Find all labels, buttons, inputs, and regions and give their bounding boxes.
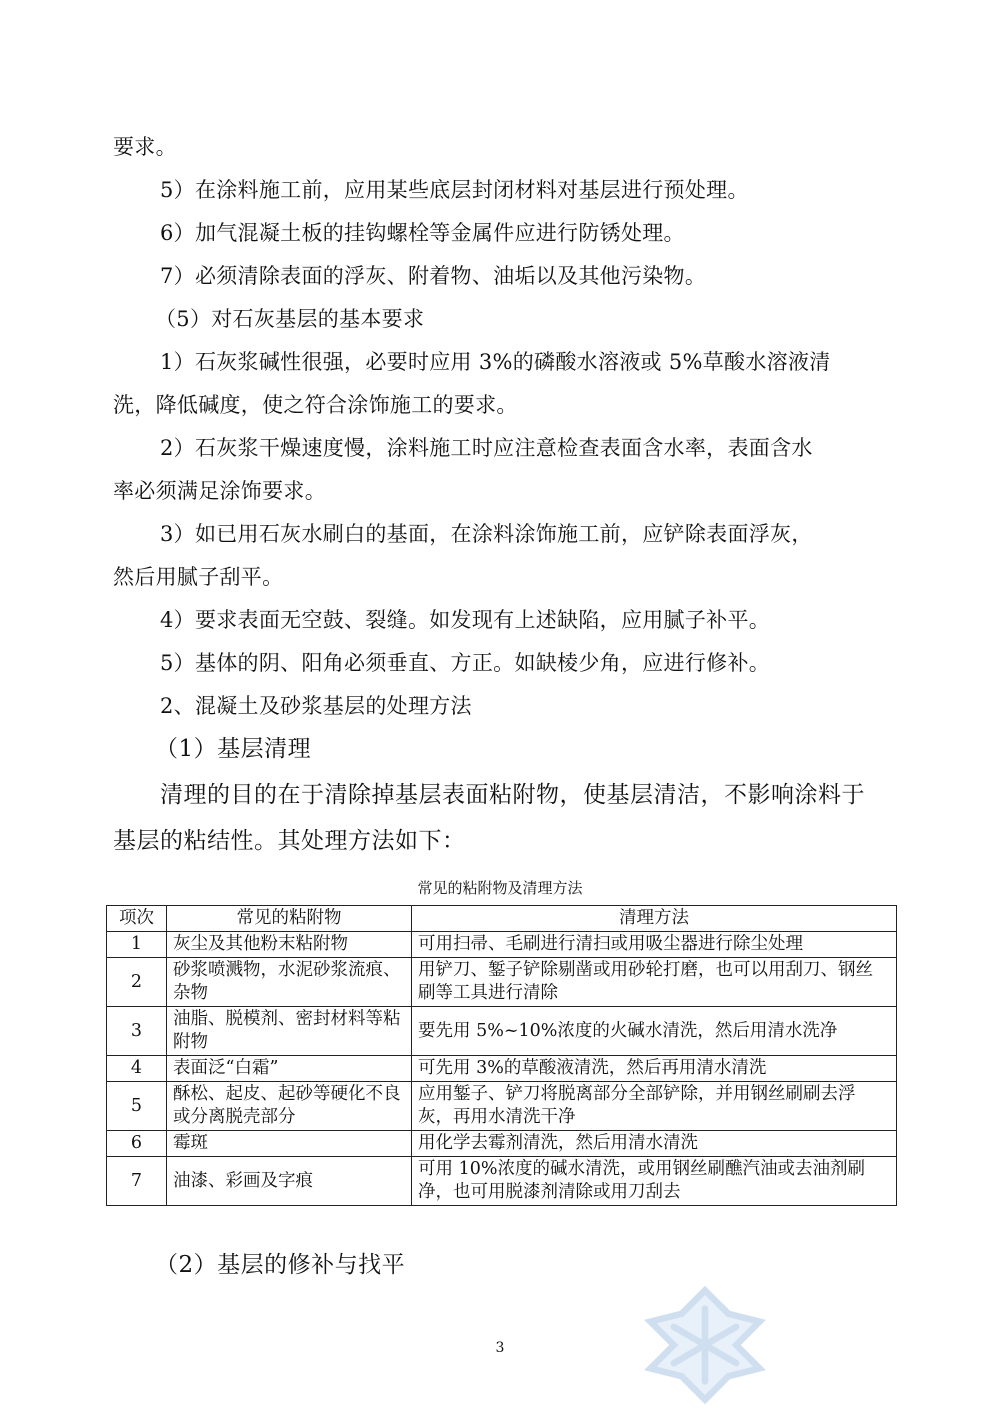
row-number: 2 [107,958,167,1007]
paragraph-line: 5）在涂料施工前，应用某些底层封闭材料对基层进行预处理。 [160,178,749,202]
table-header-row [107,906,897,932]
method-cell: 可用 10%浓度的碱水清洗，或用钢丝刷醮汽油或去油剂刷净，也可用脱漆剂清除或用刀刮去 [412,1157,897,1206]
table-row [107,1082,897,1131]
table-row [107,932,897,958]
row-number: 5 [107,1082,167,1131]
method-cell: 用化学去霉剂清洗，然后用清水清洗 [412,1131,897,1157]
method-cell: 用铲刀、錾子铲除剔凿或用砂轮打磨，也可以用刮刀、钢丝刷等工具进行清除 [412,958,897,1007]
snowflake-logo-icon [640,1280,770,1410]
adhesive-cell: 油漆、彩画及字痕 [167,1157,412,1206]
row-number: 7 [107,1157,167,1206]
table-row [107,1157,897,1206]
paragraph-line: 3）如已用石灰水刷白的基面，在涂料涂饰施工前，应铲除表面浮灰， [160,522,813,546]
paragraph-line: 2）石灰浆干燥速度慢，涂料施工时应注意检查表面含水率，表面含水 [160,436,813,460]
adhesive-cell: 砂浆喷溅物，水泥砂浆流痕、杂物 [167,958,412,1007]
adhesive-cell: 灰尘及其他粉末粘附物 [167,932,412,958]
paragraph-line: 率必须满足涂饰要求。 [113,479,326,503]
row-number: 3 [107,1007,167,1056]
paragraph-line: 4）要求表面无空鼓、裂缝。如发现有上述缺陷，应用腻子补平。 [160,608,771,632]
method-cell: 可用扫帚、毛刷进行清扫或用吸尘器进行除尘处理 [412,932,897,958]
paragraph-line: 6）加气混凝土板的挂钩螺栓等金属件应进行防锈处理。 [160,221,685,245]
paragraph-line: 然后用腻子刮平。 [113,565,284,589]
paragraph-line: 洗，降低碱度，使之符合涂饰施工的要求。 [113,393,518,417]
row-number: 1 [107,932,167,958]
adhesive-cell: 酥松、起皮、起砂等硬化不良或分离脱壳部分 [167,1082,412,1131]
table-caption: 常见的粘附物及清理方法 [417,879,583,897]
header-cell: 项次 [107,906,167,932]
paragraph-line: 5）基体的阴、阳角必须垂直、方正。如缺棱少角，应进行修补。 [160,651,771,675]
section-heading: 2、混凝土及砂浆基层的处理方法 [160,694,472,718]
paragraph-line: 清理的目的在于清除掉基层表面粘附物，使基层清洁，不影响涂料于 [160,782,865,808]
cleaning-methods-table [106,905,897,1206]
header-cell: 清理方法 [412,906,897,932]
section-heading: （1）基层清理 [155,736,312,762]
adhesive-cell: 表面泛“白霜” [167,1056,412,1082]
section-heading: （2）基层的修补与找平 [155,1252,406,1278]
table-row [107,958,897,1007]
adhesive-cell: 霉斑 [167,1131,412,1157]
paragraph-line: 7）必须清除表面的浮灰、附着物、油垢以及其他污染物。 [160,264,707,288]
table-row [107,1007,897,1056]
row-number: 4 [107,1056,167,1082]
method-cell: 可先用 3%的草酸液清洗，然后再用清水清洗 [412,1056,897,1082]
header-cell: 常见的粘附物 [167,906,412,932]
table-row [107,1131,897,1157]
paragraph-line: 基层的粘结性。其处理方法如下： [113,828,466,854]
page-number: 3 [495,1340,505,1356]
paragraph-line: 1）石灰浆碱性很强，必要时应用 3%的磷酸水溶液或 5%草酸水溶液清 [160,350,831,374]
table-row [107,1056,897,1082]
method-cell: 应用錾子、铲刀将脱离部分全部铲除，并用钢丝刷刷去浮灰，再用水清洗干净 [412,1082,897,1131]
section-heading: （5）对石灰基层的基本要求 [155,307,425,331]
row-number: 6 [107,1131,167,1157]
adhesive-cell: 油脂、脱模剂、密封材料等粘附物 [167,1007,412,1056]
method-cell: 要先用 5%~10%浓度的火碱水清洗，然后用清水洗净 [412,1007,897,1056]
paragraph-line: 要求。 [113,135,177,159]
